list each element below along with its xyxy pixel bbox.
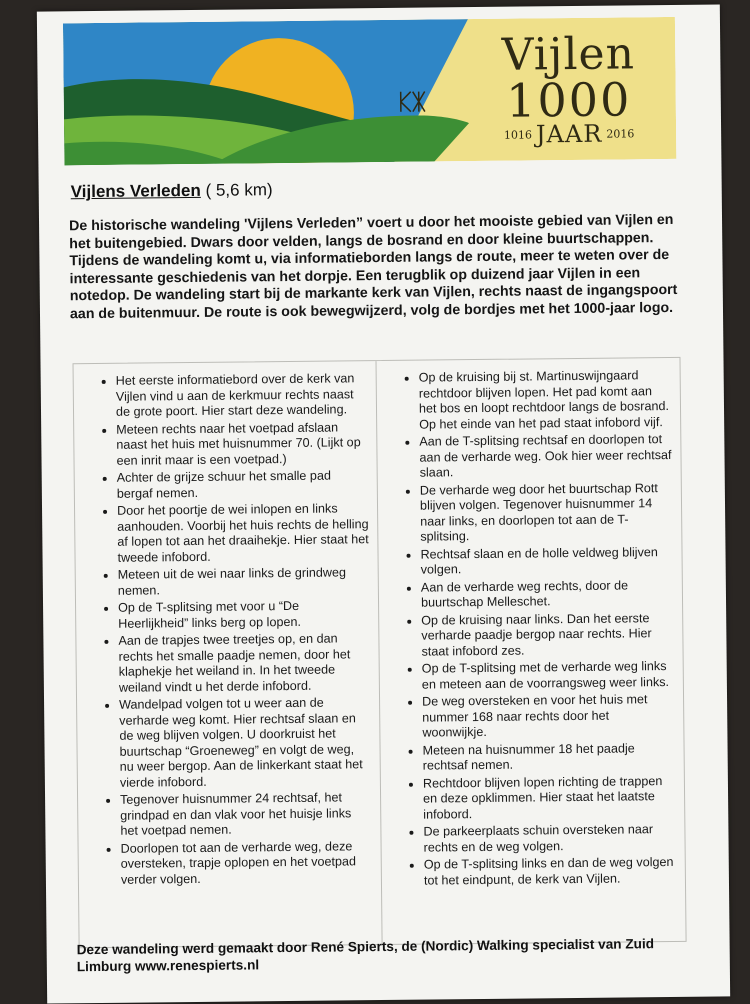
direction-step: • De weg oversteken en voor het huis met nummer 168 naar rechts door het woonwijkje. — [422, 692, 675, 741]
route-directions-table — [73, 357, 687, 948]
logo-number: 1000 — [505, 72, 632, 128]
direction-step: • De parkeerplaats schuin oversteken naar rechts en de weg volgen. — [423, 822, 676, 856]
page-title — [71, 180, 273, 202]
directions-list-right — [383, 368, 677, 889]
direction-step: • Meteen rechts naar het voetpad afslaan naast het huis met huisnummer 70. (Lijkt op een inrit maar is een voetpad.) — [116, 420, 368, 469]
direction-step: • Aan de trapjes twee treetjes op, en dan rechts het smalle paadje nemen, door het klaphekje het weiland in. In het tweede weiland vindt u het derde infobord. — [118, 631, 371, 696]
direction-step: • Op de T-splitsing links en dan de weg volgen tot het eindpunt, de kerk van Vijlen. — [424, 855, 677, 889]
direction-step: • Aan de verharde weg rechts, door de buurtschap Melleschet. — [421, 577, 674, 611]
direction-step: • Op de kruising bij st. Martinuswijngaard rechtdoor blijven lopen. Het pad komt aan het bos en loopt rechtdoor langs de bosrand. Op het einde van het pad staat infobord vijf. — [419, 368, 673, 433]
route-distance: ( 5,6 km) — [200, 180, 273, 200]
logo-word: Vijlen — [501, 28, 636, 81]
direction-step: • Het eerste informatiebord over de kerk van Vijlen vind u aan de kerkmuur rechts naast de grote poort. Hier start deze wandeling. — [116, 371, 368, 420]
direction-step: • Wandelpad volgen tot u weer aan de verharde weg komt. Hier rechtsaf slaan en de weg blijven volgen. U doorkruist het buurtschap “Groeneweg” en volgt de weg, nu weer bergop. Aan de linkerkant staat het vierde infobord. — [119, 695, 372, 791]
direction-step: • De verharde weg door het buurtschap Rott blijven volgen. Tegenover huisnummer 14 naar links, en doorlopen tot aan de T-splitsing. — [420, 480, 674, 545]
banner-logo — [63, 17, 676, 165]
direction-step: • Achter de grijze schuur het smalle pad bergaf nemen. — [117, 468, 369, 502]
route-name: Vijlens Verleden — [70, 180, 201, 202]
direction-step: • Doorlopen tot aan de verharde weg, deze oversteken, trapje oplopen en het voetpad verder volgen. — [121, 839, 373, 888]
direction-step: • Meteen na huisnummer 18 het paadje rechtsaf nemen. — [423, 740, 676, 774]
direction-step: • Op de T-splitsing met de verharde weg links en meteen aan de voorrangsweg weer links. — [422, 659, 675, 693]
direction-step: • Op de T-splitsing met voor u “De Heerlijkheid” links berg op lopen. — [118, 598, 370, 632]
direction-step: • Aan de T-splitsing rechtsaf en doorlopen tot aan de verharde weg. Ook hier weer rechtsaf slaan. — [419, 432, 672, 481]
flyer-page — [37, 4, 730, 1003]
footer-credit: Deze wandeling werd gemaakt door René Spierts, de (Nordic) Walking specialist van Zuid Limburg www.renespierts.nl — [76, 936, 655, 975]
direction-step: • Op de kruising naar links. Dan het eerste verharde paadje bergop naar rechts. Hier staat infobord zes. — [421, 610, 674, 659]
direction-step: • Rechtdoor blijven lopen richting de trappen en deze opklimmen. Hier staat het laatste infobord. — [423, 773, 676, 822]
direction-step: • Meteen uit de wei naar links de grindweg nemen. — [118, 565, 370, 599]
directions-column-left — [74, 361, 383, 947]
logo-year-start: 1016 — [503, 127, 533, 142]
monogram-icon — [399, 90, 427, 114]
direction-step: • Rechtsaf slaan en de holle veldweg blijven volgen. — [420, 544, 673, 578]
logo-jaar: JAAR — [535, 119, 603, 149]
directions-list-left — [80, 371, 373, 888]
directions-column-right — [377, 358, 686, 944]
logo-year-end: 2016 — [606, 126, 635, 141]
direction-step: • Tegenover huisnummer 24 rechtsaf, het grindpad en dan vlak voor het huisje links het voetpad nemen. — [120, 790, 372, 839]
intro-paragraph: De historische wandeling 'Vijlens Verleden” voert u door het mooiste gebied van Vijlen en het buitengebied. Dwars door velden, langs de bosrand en door kleine buurtschappen. Tijdens de wandeling komt u, via informatieborden langs de route, meer te weten over de interessante geschiedenis van het dorpje. Een terugblik op duizend jaar Vijlen in een notedop. De wandeling start bij de markante kerk van Vijlen, rechts naast de ingangspoort aan de buitenmuur. De route is ook bewegwijzerd, volg de bordjes met het 1000-jaar logo. — [68, 211, 678, 322]
direction-step: • Door het poortje de wei inlopen en links aanhouden. Voorbij het huis rechts de helling af lopen tot aan het draaihekje. Hier staat het tweede infobord. — [117, 501, 370, 566]
logo-text — [483, 28, 654, 149]
